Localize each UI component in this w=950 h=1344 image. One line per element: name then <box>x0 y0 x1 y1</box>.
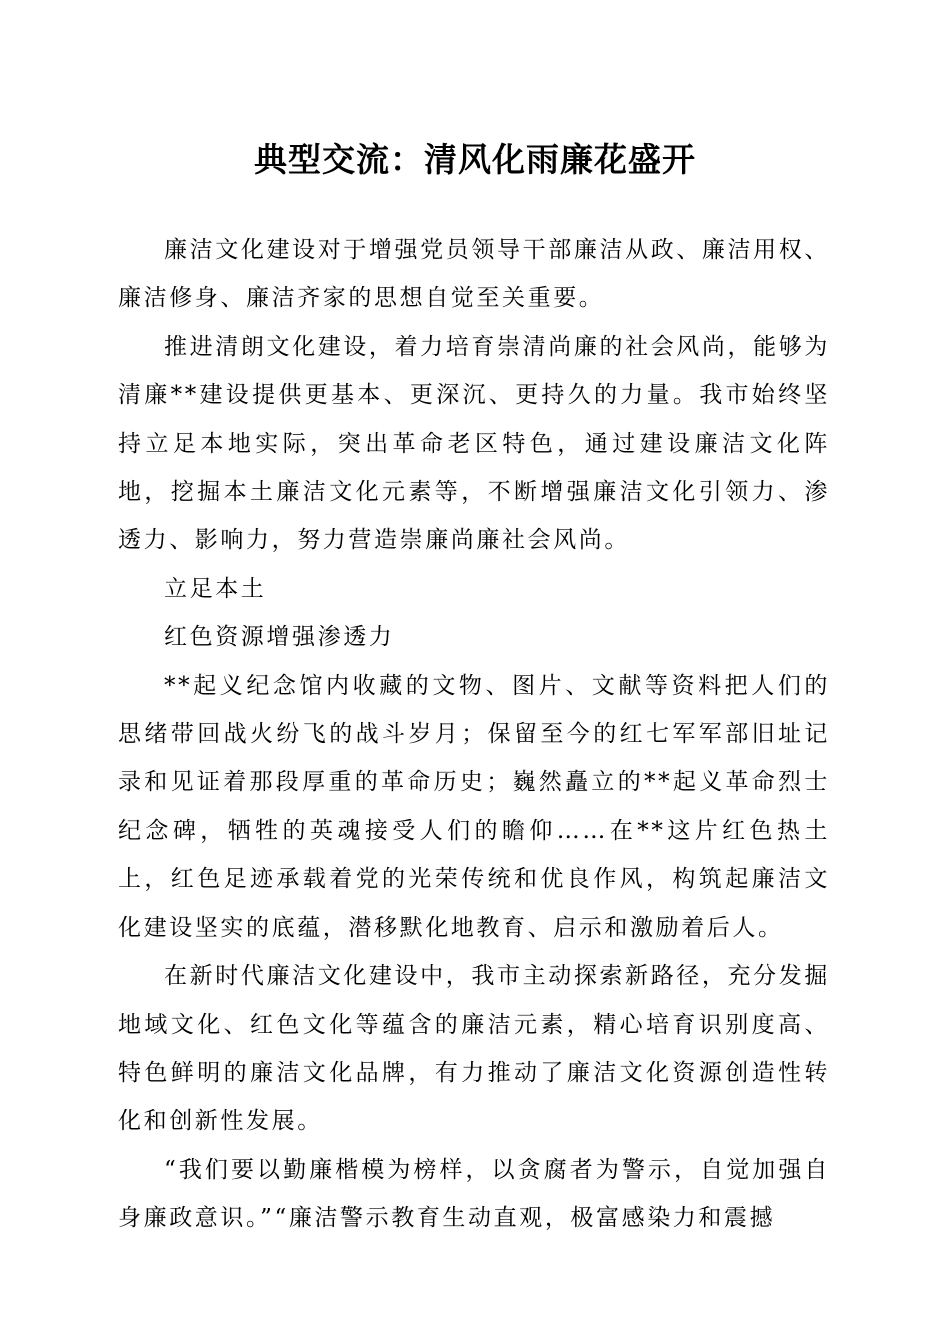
paragraph: 推进清朗文化建设，着力培育崇清尚廉的社会风尚，能够为清廉**建设提供更基本、更深沉、更持久的力量。我市始终坚持立足本地实际，突出革命老区特色，通过建设廉洁文化阵地，挖掘本土廉洁文化元素等，不断增强廉洁文化引领力、渗透力、影响力，努力营造崇廉尚廉社会风尚。 <box>118 333 830 554</box>
paragraph: 廉洁文化建设对于增强党员领导干部廉洁从政、廉洁用权、廉洁修身、廉洁齐家的思想自觉至关重要。 <box>118 237 830 312</box>
section-subheading: 红色资源增强渗透力 <box>164 624 395 651</box>
paragraph: **起义纪念馆内收藏的文物、图片、文献等资料把人们的思绪带回战火纷飞的战斗岁月；保留至今的红七军军部旧址记录和见证着那段厚重的革命历史；巍然矗立的**起义革命烈士纪念碑，牺牲的英魂接受人们的瞻仰……在**这片红色热土上，红色足迹承载着党的光荣传统和优良作风，构筑起廉洁文化建设坚实的底蕴，潜移默化地教育、启示和激励着后人。 <box>118 672 830 941</box>
paragraph: “我们要以勤廉楷模为榜样，以贪腐者为警示，自觉加强自身廉政意识。”“廉洁警示教育生动直观，极富感染力和震撼 <box>118 1156 830 1232</box>
document-title: 典型交流：清风化雨廉花盛开 <box>254 140 696 179</box>
document-body <box>118 226 830 1243</box>
paragraph: 在新时代廉洁文化建设中，我市主动探索新路径，充分发掘地域文化、红色文化等蕴含的廉洁元素，精心培育识别度高、特色鲜明的廉洁文化品牌，有力推动了廉洁文化资源创造性转化和创新性发展。 <box>118 963 830 1135</box>
section-heading: 立足本土 <box>164 575 267 602</box>
